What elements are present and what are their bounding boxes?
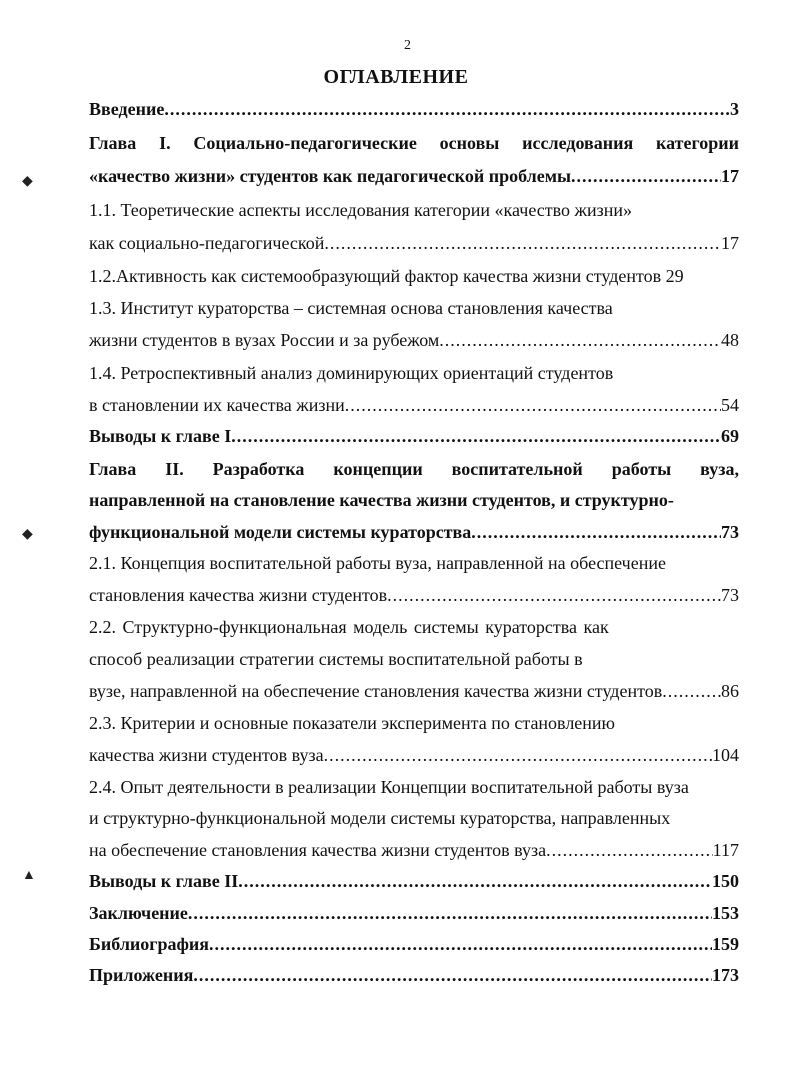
toc-entry-title: Выводы к главе I — [89, 426, 232, 446]
toc-entry-title: направленной на становление качества жизни студентов, и структурно- — [89, 490, 674, 510]
toc-entry-title: вузе, направленной на обеспечение становления качества жизни студентов — [89, 681, 663, 701]
toc-page-number: 173 — [712, 965, 739, 985]
toc-page-number: 17 — [721, 233, 739, 253]
toc-entry-title: Заключение — [89, 903, 188, 923]
toc-page-number: 73 — [721, 522, 739, 542]
page-number: 2 — [404, 38, 411, 53]
toc-entry-title: 2.3. Критерии и основные показатели эксперимента по становлению — [89, 713, 616, 733]
toc-entry-title: жизни студентов в вузах России и за рубежом — [89, 330, 440, 350]
dot-leader — [471, 520, 721, 544]
dot-leader — [188, 901, 712, 925]
dot-leader — [324, 231, 721, 255]
toc-entry-chapter-1-line-2[interactable] — [89, 164, 739, 188]
toc-entry-2-1-line-1[interactable] — [89, 551, 666, 575]
dot-leader — [345, 393, 721, 417]
toc-entry-conclusions-2[interactable] — [89, 869, 739, 893]
page-title: ОГЛАВЛЕНИЕ — [323, 66, 469, 88]
toc-entry-title: как социально-педагогической — [89, 233, 325, 253]
dot-leader — [662, 679, 721, 703]
toc-entry-title: 2.2. Структурно-функциональная модель системы кураторства как — [89, 617, 609, 637]
toc-entry-2-2-line-2[interactable] — [89, 647, 583, 671]
toc-entry-chapter-1-line-1[interactable]: Глава I. Социально-педагогические основы исследования категории — [89, 133, 739, 153]
toc-page-number: 150 — [712, 871, 739, 891]
toc-entry-title: Библиография — [89, 934, 210, 954]
toc-entry-chapter-2-line-2[interactable] — [89, 488, 674, 512]
toc-entry-title: 2.1. Концепция воспитательной работы вуза, направленной на обеспечение — [89, 553, 666, 573]
toc-entry-1-2[interactable] — [89, 264, 684, 288]
toc-entry-title: качества жизни студентов вуза — [89, 745, 324, 765]
toc-entry-title: на обеспечение становления качества жизни студентов вуза — [89, 840, 547, 860]
toc-entry-1-1-line-1[interactable] — [89, 198, 632, 222]
dot-leader — [324, 743, 712, 767]
toc-entry-bibliography[interactable] — [89, 932, 739, 956]
toc-page-number: 159 — [712, 934, 739, 954]
toc-entry-title: Введение — [89, 99, 165, 119]
toc-entry-title: «качество жизни» студентов как педагогической проблемы — [89, 166, 572, 186]
dot-leader — [164, 97, 730, 121]
toc-page-number: 48 — [721, 330, 739, 350]
toc-entry-1-1-line-2[interactable] — [89, 231, 739, 255]
toc-entry-chapter-2-line-3[interactable] — [89, 520, 739, 544]
dot-leader — [231, 424, 721, 448]
toc-entry-2-3-line-2[interactable] — [89, 743, 739, 767]
toc-page-number: 17 — [721, 166, 739, 186]
toc-page-number: 73 — [721, 585, 739, 605]
toc-entry-title: Выводы к главе II — [89, 871, 239, 891]
toc-page-number: 54 — [721, 395, 739, 415]
dot-leader — [546, 838, 713, 862]
toc-entry-2-4-line-2[interactable] — [89, 806, 670, 830]
toc-entry-1-4-line-1[interactable] — [89, 361, 613, 385]
toc-entry-conclusions-1[interactable] — [89, 424, 739, 448]
toc-page-number: 3 — [730, 99, 739, 119]
toc-entry-2-2-line-1[interactable] — [89, 615, 609, 639]
toc-entry-title: в становлении их качества жизни — [89, 395, 345, 415]
toc-entry-1-3-line-2[interactable] — [89, 328, 739, 352]
toc-entry-title: 2.4. Опыт деятельности в реализации Концепции воспитательной работы вуза — [89, 777, 689, 797]
toc-page-number: 104 — [712, 745, 739, 765]
dot-leader — [238, 869, 712, 893]
scan-mark-icon: ▲ — [22, 868, 36, 883]
toc-entry-title: Приложения — [89, 965, 194, 985]
toc-entry-appendices[interactable] — [89, 963, 739, 987]
toc-entry-2-4-line-1[interactable] — [89, 775, 689, 799]
toc-entry-introduction[interactable] — [89, 97, 739, 121]
toc-entry-conclusion[interactable] — [89, 901, 739, 925]
toc-entry-1-4-line-2[interactable] — [89, 393, 739, 417]
toc-entry-title: 1.3. Институт кураторства – системная основа становления качества — [89, 298, 613, 318]
toc-entry-2-3-line-1[interactable] — [89, 711, 615, 735]
toc-page-number: 153 — [712, 903, 739, 923]
toc-entry-2-1-line-2[interactable] — [89, 583, 739, 607]
toc-entry-title: 1.2.Активность как системообразующий фактор качества жизни студентов 29 — [89, 266, 684, 286]
toc-entry-title: 1.1. Теоретические аспекты исследования категории «качество жизни» — [89, 200, 632, 220]
toc-page-number: 117 — [712, 840, 739, 860]
dot-leader — [387, 583, 721, 607]
toc-entry-chapter-2-line-1[interactable]: Глава II. Разработка концепции воспитательной работы вуза, — [89, 459, 739, 479]
dot-leader — [209, 932, 712, 956]
dot-leader — [439, 328, 721, 352]
dot-leader — [571, 164, 721, 188]
toc-entry-title: способ реализации стратегии системы воспитательной работы в — [89, 649, 583, 669]
toc-entry-title: и структурно-функциональной модели системы кураторства, направленных — [89, 808, 671, 828]
toc-entry-title: становления качества жизни студентов — [89, 585, 388, 605]
toc-entry-2-2-line-3[interactable] — [89, 679, 739, 703]
scan-mark-icon: ◆ — [22, 174, 33, 189]
toc-entry-2-4-line-3[interactable] — [89, 838, 739, 862]
toc-entry-title: 1.4. Ретроспективный анализ доминирующих ориентаций студентов — [89, 363, 614, 383]
dot-leader — [193, 963, 712, 987]
toc-page-number: 86 — [721, 681, 739, 701]
toc-page-number: 69 — [721, 426, 739, 446]
toc-entry-title: функциональной модели системы кураторства — [89, 522, 472, 542]
toc-entry-1-3-line-1[interactable] — [89, 296, 613, 320]
scan-mark-icon: ◆ — [22, 527, 33, 542]
